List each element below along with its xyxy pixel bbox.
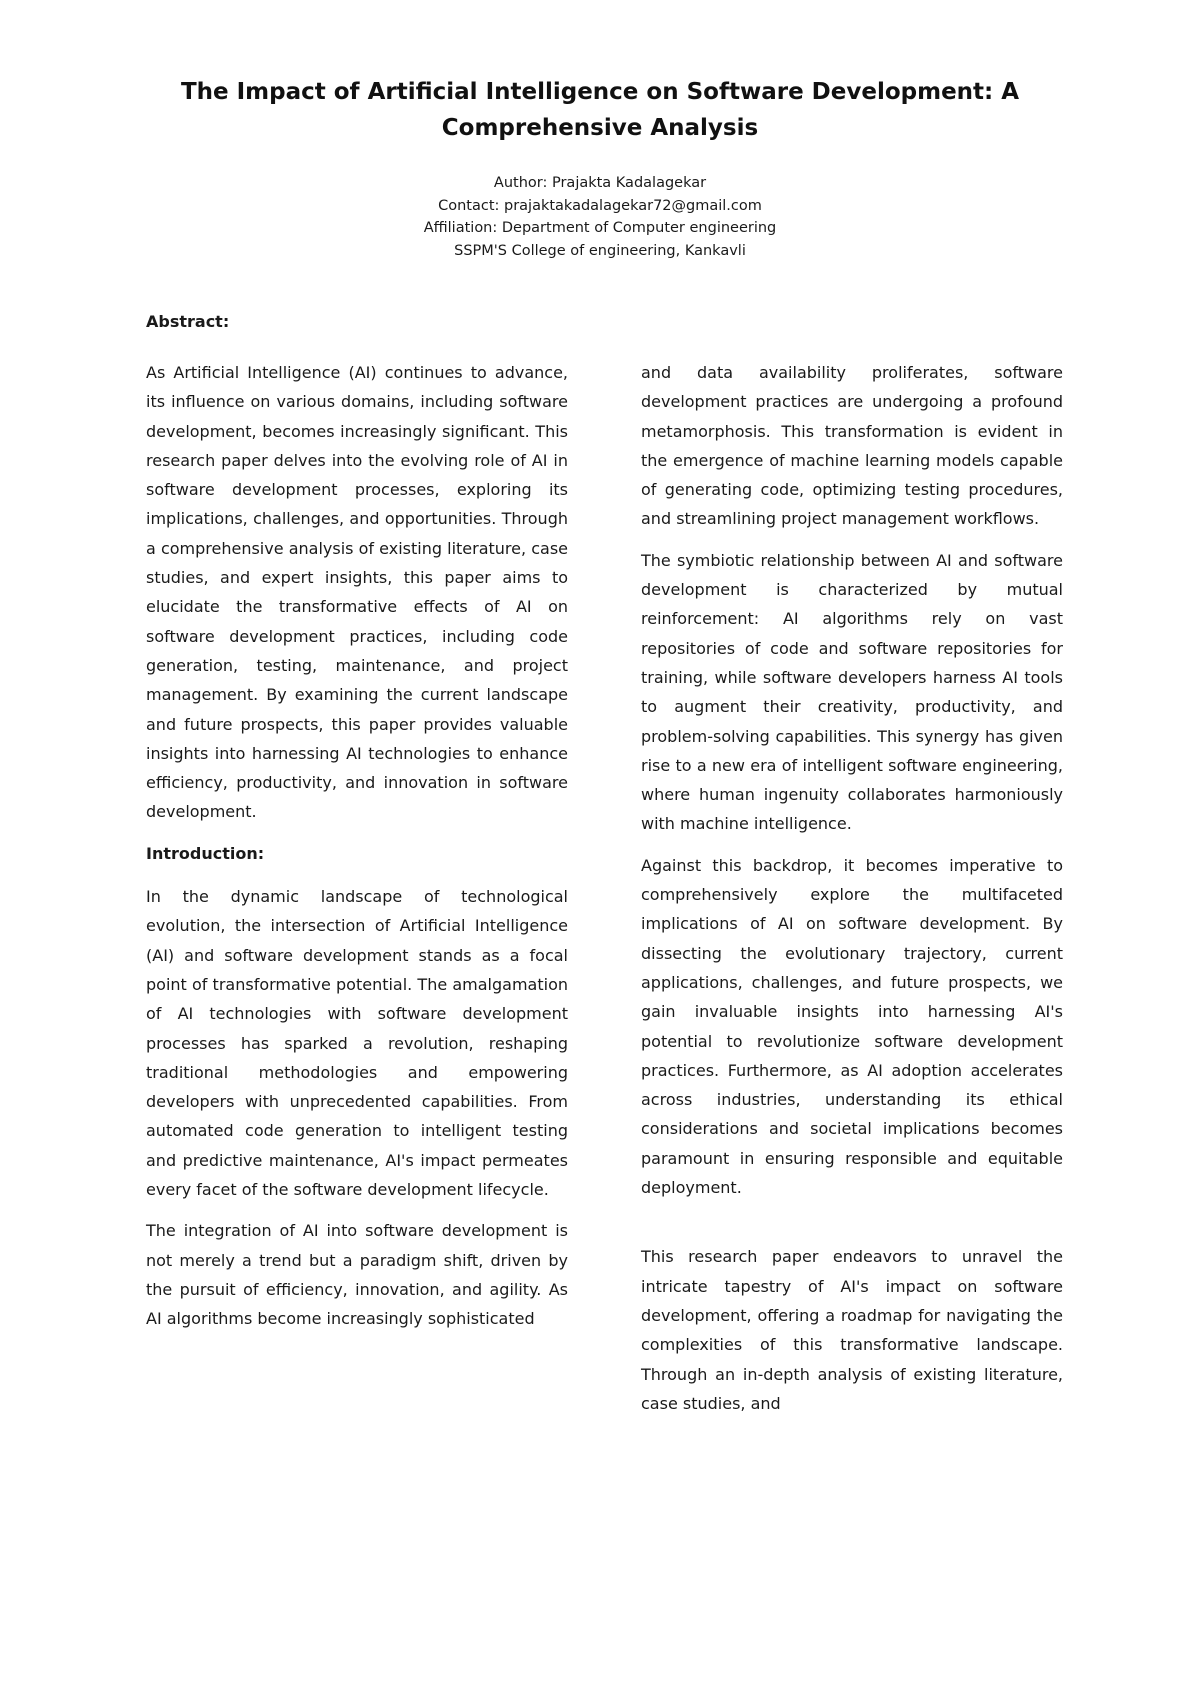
intro-paragraph-5: This research paper endeavors to unravel the intricate tapestry of AI's impact on software development, offering a roadmap for navigating the complexities of this transformative landscape. Through an in-depth analysis of existing literature, case studies, and: [641, 1247, 1063, 1413]
author-institution: SSPM'S College of engineering, Kankavli: [454, 242, 746, 259]
intro-paragraph-3: The symbiotic relationship between AI and software development is characterized by mutual reinforcement: AI algorithms rely on vast repositories of code and software repositories for training, while software developers harness AI tools to augment their creativity, productivity, and problem-solving capabilities. This synergy has given rise to a new era of intelligent software engineering, where human ingenuity collaborates harmoniously with machine intelligence.: [641, 550, 1063, 834]
intro-paragraph-4: Against this backdrop, it becomes imperative to comprehensively explore the multifaceted implications of AI on software development. By dissecting the evolutionary trajectory, current applications, challenges, and future prospects, we gain invaluable insights into harnessing AI's potential to revolutionize software development practices. Furthermore, as AI adoption accelerates across industries, understanding its ethical considerations and societal implications becomes paramount in ensuring responsible and equitable deployment.: [641, 855, 1063, 1198]
author-block: [150, 172, 1050, 262]
right-column: [641, 358, 1063, 1430]
left-column: [146, 358, 568, 1346]
intro-paragraph-2-start: The integration of AI into software development is not merely a trend but a paradigm shift, driven by the pursuit of efficiency, innovation, and agility. As AI algorithms become increasingly sophisticated: [146, 1221, 568, 1329]
author-name: Author: Prajakta Kadalagekar: [493, 175, 707, 191]
author-contact: Contact: prajaktakadalagekar72@gmail.com: [438, 197, 762, 214]
paper-title: The Impact of Artificial Intelligence on Software Development: A Comprehensive Analysis: [180, 79, 1020, 141]
intro-paragraph-2-continued: and data availability proliferates, software development practices are undergoing a profound metamorphosis. This transformation is evident in the emergence of machine learning models capable of generating code, optimizing testing procedures, and streamlining project management workflows.: [641, 363, 1063, 529]
intro-paragraph-1: In the dynamic landscape of technological evolution, the intersection of Artificial Intelligence (AI) and software development stands as a focal point of transformative potential. The amalgamation of AI technologies with software development processes has sparked a revolution, reshaping traditional methodologies and empowering developers with unprecedented capabilities. From automated code generation to intelligent testing and predictive maintenance, AI's impact permeates every facet of the software development lifecycle.: [146, 887, 568, 1200]
abstract-text: As Artificial Intelligence (AI) continues to advance, its influence on various domains, including software development, becomes increasingly significant. This research paper delves into the evolving role of AI in software development processes, exploring its implications, challenges, and opportunities. Through a comprehensive analysis of existing literature, case studies, and expert insights, this paper aims to elucidate the transformative effects of AI on software development practices, including code generation, testing, maintenance, and project management. By examining the current landscape and future prospects, this paper provides valuable insights into harnessing AI technologies to enhance efficiency, productivity, and innovation in software development.: [146, 363, 568, 822]
abstract-heading: Abstract:: [146, 312, 230, 331]
author-affiliation: Affiliation: Department of Computer engineering: [423, 220, 777, 236]
introduction-heading: Introduction:: [146, 843, 265, 863]
